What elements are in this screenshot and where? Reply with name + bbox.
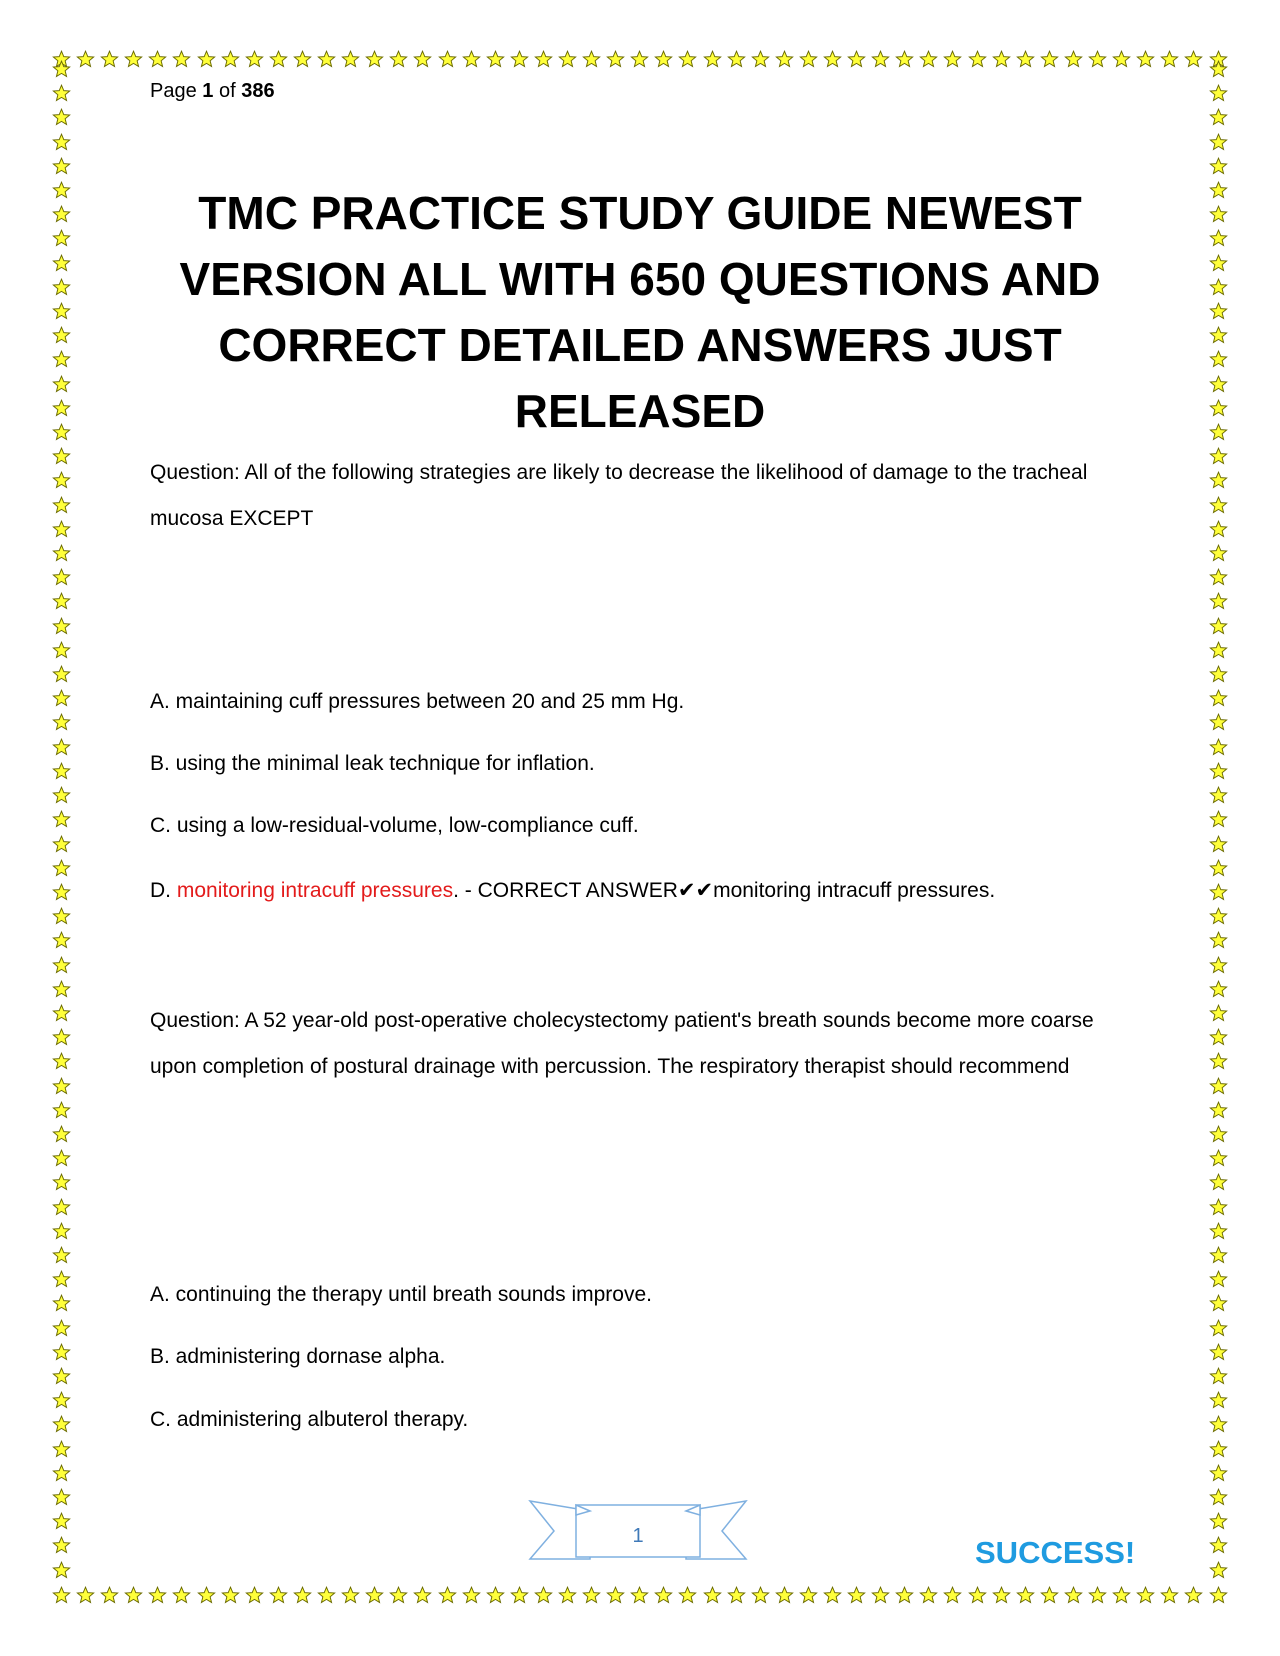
star-icon (52, 496, 71, 515)
star-icon (52, 423, 71, 442)
answer-highlight: monitoring intracuff pressures (176, 879, 454, 902)
star-icon (245, 1586, 264, 1605)
star-icon (1209, 60, 1228, 79)
star-icon (52, 1512, 71, 1531)
star-icon (52, 738, 71, 757)
answer-prefix: D. (150, 879, 177, 902)
star-icon (1136, 1586, 1155, 1605)
star-icon (1209, 520, 1228, 539)
of-label: of (218, 80, 236, 102)
star-icon (606, 1586, 625, 1605)
star-icon (52, 1319, 71, 1338)
star-icon (1209, 592, 1228, 611)
star-icon (413, 50, 432, 69)
star-icon (52, 1343, 71, 1362)
star-icon (389, 50, 408, 69)
star-icon (968, 1586, 987, 1605)
star-icon (1088, 50, 1107, 69)
star-icon (52, 592, 71, 611)
star-icon (52, 762, 71, 781)
star-icon (341, 1586, 360, 1605)
border-top (52, 50, 1228, 69)
star-icon (52, 665, 71, 684)
star-icon (1209, 786, 1228, 805)
star-icon (52, 931, 71, 950)
star-icon (1209, 1343, 1228, 1362)
star-icon (486, 50, 505, 69)
star-icon (1209, 108, 1228, 127)
star-icon (1209, 1149, 1228, 1168)
page-number-ribbon (528, 1495, 748, 1569)
star-icon (52, 617, 71, 636)
star-icon (52, 1367, 71, 1386)
question-2-text: Question: A 52 year-old post-operative cholecystectomy patient's breath sounds become more coarse upon completion of postural drainage with percussion. The respiratory therapist should recommend (150, 1009, 1094, 1078)
star-icon (1184, 50, 1203, 69)
question-1-text: Question: All of the following strategies are likely to decrease the likelihood of damage to the tracheal mucosa EXCEPT (150, 461, 1088, 530)
star-icon (1209, 1415, 1228, 1434)
star-icon (1209, 931, 1228, 950)
star-icon (1209, 157, 1228, 176)
star-icon (1209, 375, 1228, 394)
star-icon (1209, 1464, 1228, 1483)
star-icon (1209, 1512, 1228, 1531)
star-icon (1209, 956, 1228, 975)
star-icon (992, 50, 1011, 69)
star-icon (221, 1586, 240, 1605)
star-icon (52, 447, 71, 466)
page-header (150, 80, 275, 103)
star-icon (606, 50, 625, 69)
star-icon (293, 1586, 312, 1605)
star-icon (52, 302, 71, 321)
star-icon (52, 1198, 71, 1217)
star-icon (1209, 883, 1228, 902)
question-1-correct-answer (150, 878, 1130, 903)
star-icon (895, 1586, 914, 1605)
star-icon (1209, 907, 1228, 926)
star-icon (1209, 738, 1228, 757)
star-icon (1209, 859, 1228, 878)
star-icon (992, 1586, 1011, 1605)
star-icon (558, 50, 577, 69)
star-icon (823, 1586, 842, 1605)
star-icon (172, 1586, 191, 1605)
star-icon (52, 1488, 71, 1507)
star-icon (1160, 50, 1179, 69)
star-icon (895, 50, 914, 69)
star-icon (1088, 1586, 1107, 1605)
star-icon (678, 1586, 697, 1605)
star-icon (919, 50, 938, 69)
star-icon (1209, 229, 1228, 248)
star-icon (52, 1052, 71, 1071)
star-icon (52, 1077, 71, 1096)
star-icon (389, 1586, 408, 1605)
star-icon (293, 50, 312, 69)
question-2-option-a: A. continuing the therapy until breath sounds improve. (150, 1283, 652, 1306)
star-icon (1209, 84, 1228, 103)
star-icon (52, 254, 71, 273)
footer-page-number: 1 (632, 1525, 644, 1547)
star-icon (775, 1586, 794, 1605)
star-icon (52, 956, 71, 975)
star-icon (1209, 205, 1228, 224)
star-icon (52, 520, 71, 539)
star-icon (462, 50, 481, 69)
star-icon (534, 1586, 553, 1605)
star-icon (558, 1586, 577, 1605)
page-number: 1 (202, 80, 214, 102)
star-icon (1209, 1198, 1228, 1217)
star-icon (52, 157, 71, 176)
question-1-option-b: B. using the minimal leak technique for inflation. (150, 752, 595, 775)
star-icon (1209, 1367, 1228, 1386)
star-icon (100, 50, 119, 69)
star-icon (52, 641, 71, 660)
star-icon (52, 713, 71, 732)
star-icon (52, 1415, 71, 1434)
star-icon (52, 133, 71, 152)
star-icon (269, 50, 288, 69)
star-icon (52, 181, 71, 200)
star-icon (52, 1464, 71, 1483)
success-text: SUCCESS! (975, 1535, 1136, 1570)
star-icon (1209, 1246, 1228, 1265)
star-icon (197, 1586, 216, 1605)
star-icon (654, 1586, 673, 1605)
star-icon (52, 568, 71, 587)
answer-suffix: . - CORRECT ANSWER✔✔monitoring intracuff pressures. (453, 879, 996, 902)
star-icon (1209, 471, 1228, 490)
star-icon (510, 1586, 529, 1605)
star-icon (1209, 1440, 1228, 1459)
star-icon (52, 907, 71, 926)
star-icon (582, 50, 601, 69)
star-icon (703, 1586, 722, 1605)
star-icon (847, 50, 866, 69)
star-icon (751, 50, 770, 69)
star-icon (751, 1586, 770, 1605)
star-icon (413, 1586, 432, 1605)
star-icon (438, 50, 457, 69)
star-icon (52, 835, 71, 854)
star-icon (341, 50, 360, 69)
star-icon (1209, 1173, 1228, 1192)
star-icon (919, 1586, 938, 1605)
star-icon (1209, 544, 1228, 563)
star-icon (1209, 568, 1228, 587)
page-total: 386 (241, 80, 275, 102)
star-icon (52, 229, 71, 248)
star-icon (1209, 1077, 1228, 1096)
star-icon (1209, 1052, 1228, 1071)
star-icon (52, 326, 71, 345)
star-icon (52, 1536, 71, 1555)
star-icon (775, 50, 794, 69)
star-icon (365, 1586, 384, 1605)
star-icon (52, 859, 71, 878)
star-icon (1209, 1004, 1228, 1023)
star-icon (1209, 254, 1228, 273)
question-1-option-a: A. maintaining cuff pressures between 20 and 25 mm Hg. (150, 690, 685, 713)
star-icon (52, 1246, 71, 1265)
border-bottom (52, 1586, 1228, 1605)
star-icon (52, 1101, 71, 1120)
star-icon (582, 1586, 601, 1605)
star-icon (1209, 641, 1228, 660)
star-icon (1209, 1536, 1228, 1555)
star-icon (52, 810, 71, 829)
star-icon (52, 980, 71, 999)
star-icon (52, 1561, 71, 1580)
star-icon (871, 1586, 890, 1605)
star-icon (52, 205, 71, 224)
star-icon (1209, 326, 1228, 345)
star-icon (1040, 1586, 1059, 1605)
star-icon (799, 1586, 818, 1605)
star-icon (1209, 1125, 1228, 1144)
star-icon (1112, 50, 1131, 69)
star-icon (76, 50, 95, 69)
star-icon (1209, 713, 1228, 732)
star-icon (52, 350, 71, 369)
star-icon (52, 399, 71, 418)
star-icon (1209, 181, 1228, 200)
star-icon (847, 1586, 866, 1605)
star-icon (172, 50, 191, 69)
star-icon (52, 883, 71, 902)
star-icon (52, 544, 71, 563)
question-2-option-b: B. administering dornase alpha. (150, 1345, 446, 1368)
star-icon (124, 50, 143, 69)
star-icon (148, 50, 167, 69)
star-icon (52, 471, 71, 490)
star-icon (52, 1028, 71, 1047)
star-icon (1064, 1586, 1083, 1605)
star-icon (1136, 50, 1155, 69)
star-icon (1209, 278, 1228, 297)
star-icon (1209, 1028, 1228, 1047)
star-icon (1209, 133, 1228, 152)
star-icon (1184, 1586, 1203, 1605)
star-icon (630, 50, 649, 69)
star-icon (317, 1586, 336, 1605)
document-title: TMC PRACTICE STUDY GUIDE NEWEST VERSION ALL WITH 650 QUESTIONS AND CORRECT DETAILED ANSWERS JUST RELEASED (179, 187, 1101, 437)
star-icon (269, 1586, 288, 1605)
star-icon (1209, 1270, 1228, 1289)
star-icon (52, 108, 71, 127)
star-icon (221, 50, 240, 69)
star-icon (1209, 665, 1228, 684)
page-label: Page (150, 80, 197, 102)
star-icon (52, 60, 71, 79)
star-icon (124, 1586, 143, 1605)
star-icon (871, 50, 890, 69)
star-icon (1064, 50, 1083, 69)
star-icon (943, 1586, 962, 1605)
star-icon (630, 1586, 649, 1605)
star-icon (703, 50, 722, 69)
star-icon (1209, 689, 1228, 708)
star-icon (52, 1391, 71, 1410)
star-icon (52, 1294, 71, 1313)
star-icon (1209, 423, 1228, 442)
border-right (1209, 60, 1228, 1580)
star-icon (510, 50, 529, 69)
star-icon (727, 50, 746, 69)
star-icon (1209, 1561, 1228, 1580)
star-icon (52, 278, 71, 297)
star-icon (1209, 1391, 1228, 1410)
star-icon (1209, 762, 1228, 781)
star-icon (52, 1125, 71, 1144)
star-icon (52, 1586, 71, 1605)
star-icon (943, 50, 962, 69)
star-icon (52, 1173, 71, 1192)
star-icon (1209, 1319, 1228, 1338)
star-icon (678, 50, 697, 69)
star-icon (1209, 835, 1228, 854)
star-icon (52, 1270, 71, 1289)
star-icon (534, 50, 553, 69)
star-icon (52, 689, 71, 708)
star-icon (486, 1586, 505, 1605)
star-icon (52, 1149, 71, 1168)
star-icon (365, 50, 384, 69)
star-icon (1209, 1488, 1228, 1507)
star-icon (1209, 399, 1228, 418)
star-icon (823, 50, 842, 69)
question-1-option-c: C. using a low-residual-volume, low-compliance cuff. (150, 814, 639, 837)
star-icon (727, 1586, 746, 1605)
star-icon (1209, 496, 1228, 515)
star-icon (1016, 50, 1035, 69)
star-icon (148, 1586, 167, 1605)
star-icon (968, 50, 987, 69)
star-icon (1160, 1586, 1179, 1605)
border-left (52, 60, 71, 1580)
star-icon (799, 50, 818, 69)
star-icon (462, 1586, 481, 1605)
star-icon (1209, 980, 1228, 999)
ribbon-icon (528, 1495, 748, 1569)
star-icon (52, 375, 71, 394)
star-icon (76, 1586, 95, 1605)
star-icon (52, 1222, 71, 1241)
star-icon (317, 50, 336, 69)
star-icon (1209, 1101, 1228, 1120)
question-2-option-c: C. administering albuterol therapy. (150, 1408, 469, 1431)
star-icon (1209, 810, 1228, 829)
star-icon (654, 50, 673, 69)
star-icon (1209, 1586, 1228, 1605)
star-icon (1209, 1294, 1228, 1313)
star-icon (52, 1004, 71, 1023)
star-icon (1209, 1222, 1228, 1241)
star-icon (52, 1440, 71, 1459)
star-icon (52, 84, 71, 103)
star-icon (1040, 50, 1059, 69)
star-icon (1016, 1586, 1035, 1605)
star-icon (1112, 1586, 1131, 1605)
star-icon (245, 50, 264, 69)
star-icon (1209, 447, 1228, 466)
star-icon (1209, 617, 1228, 636)
star-icon (52, 786, 71, 805)
star-icon (1209, 302, 1228, 321)
star-icon (1209, 350, 1228, 369)
star-icon (100, 1586, 119, 1605)
star-icon (438, 1586, 457, 1605)
star-icon (197, 50, 216, 69)
